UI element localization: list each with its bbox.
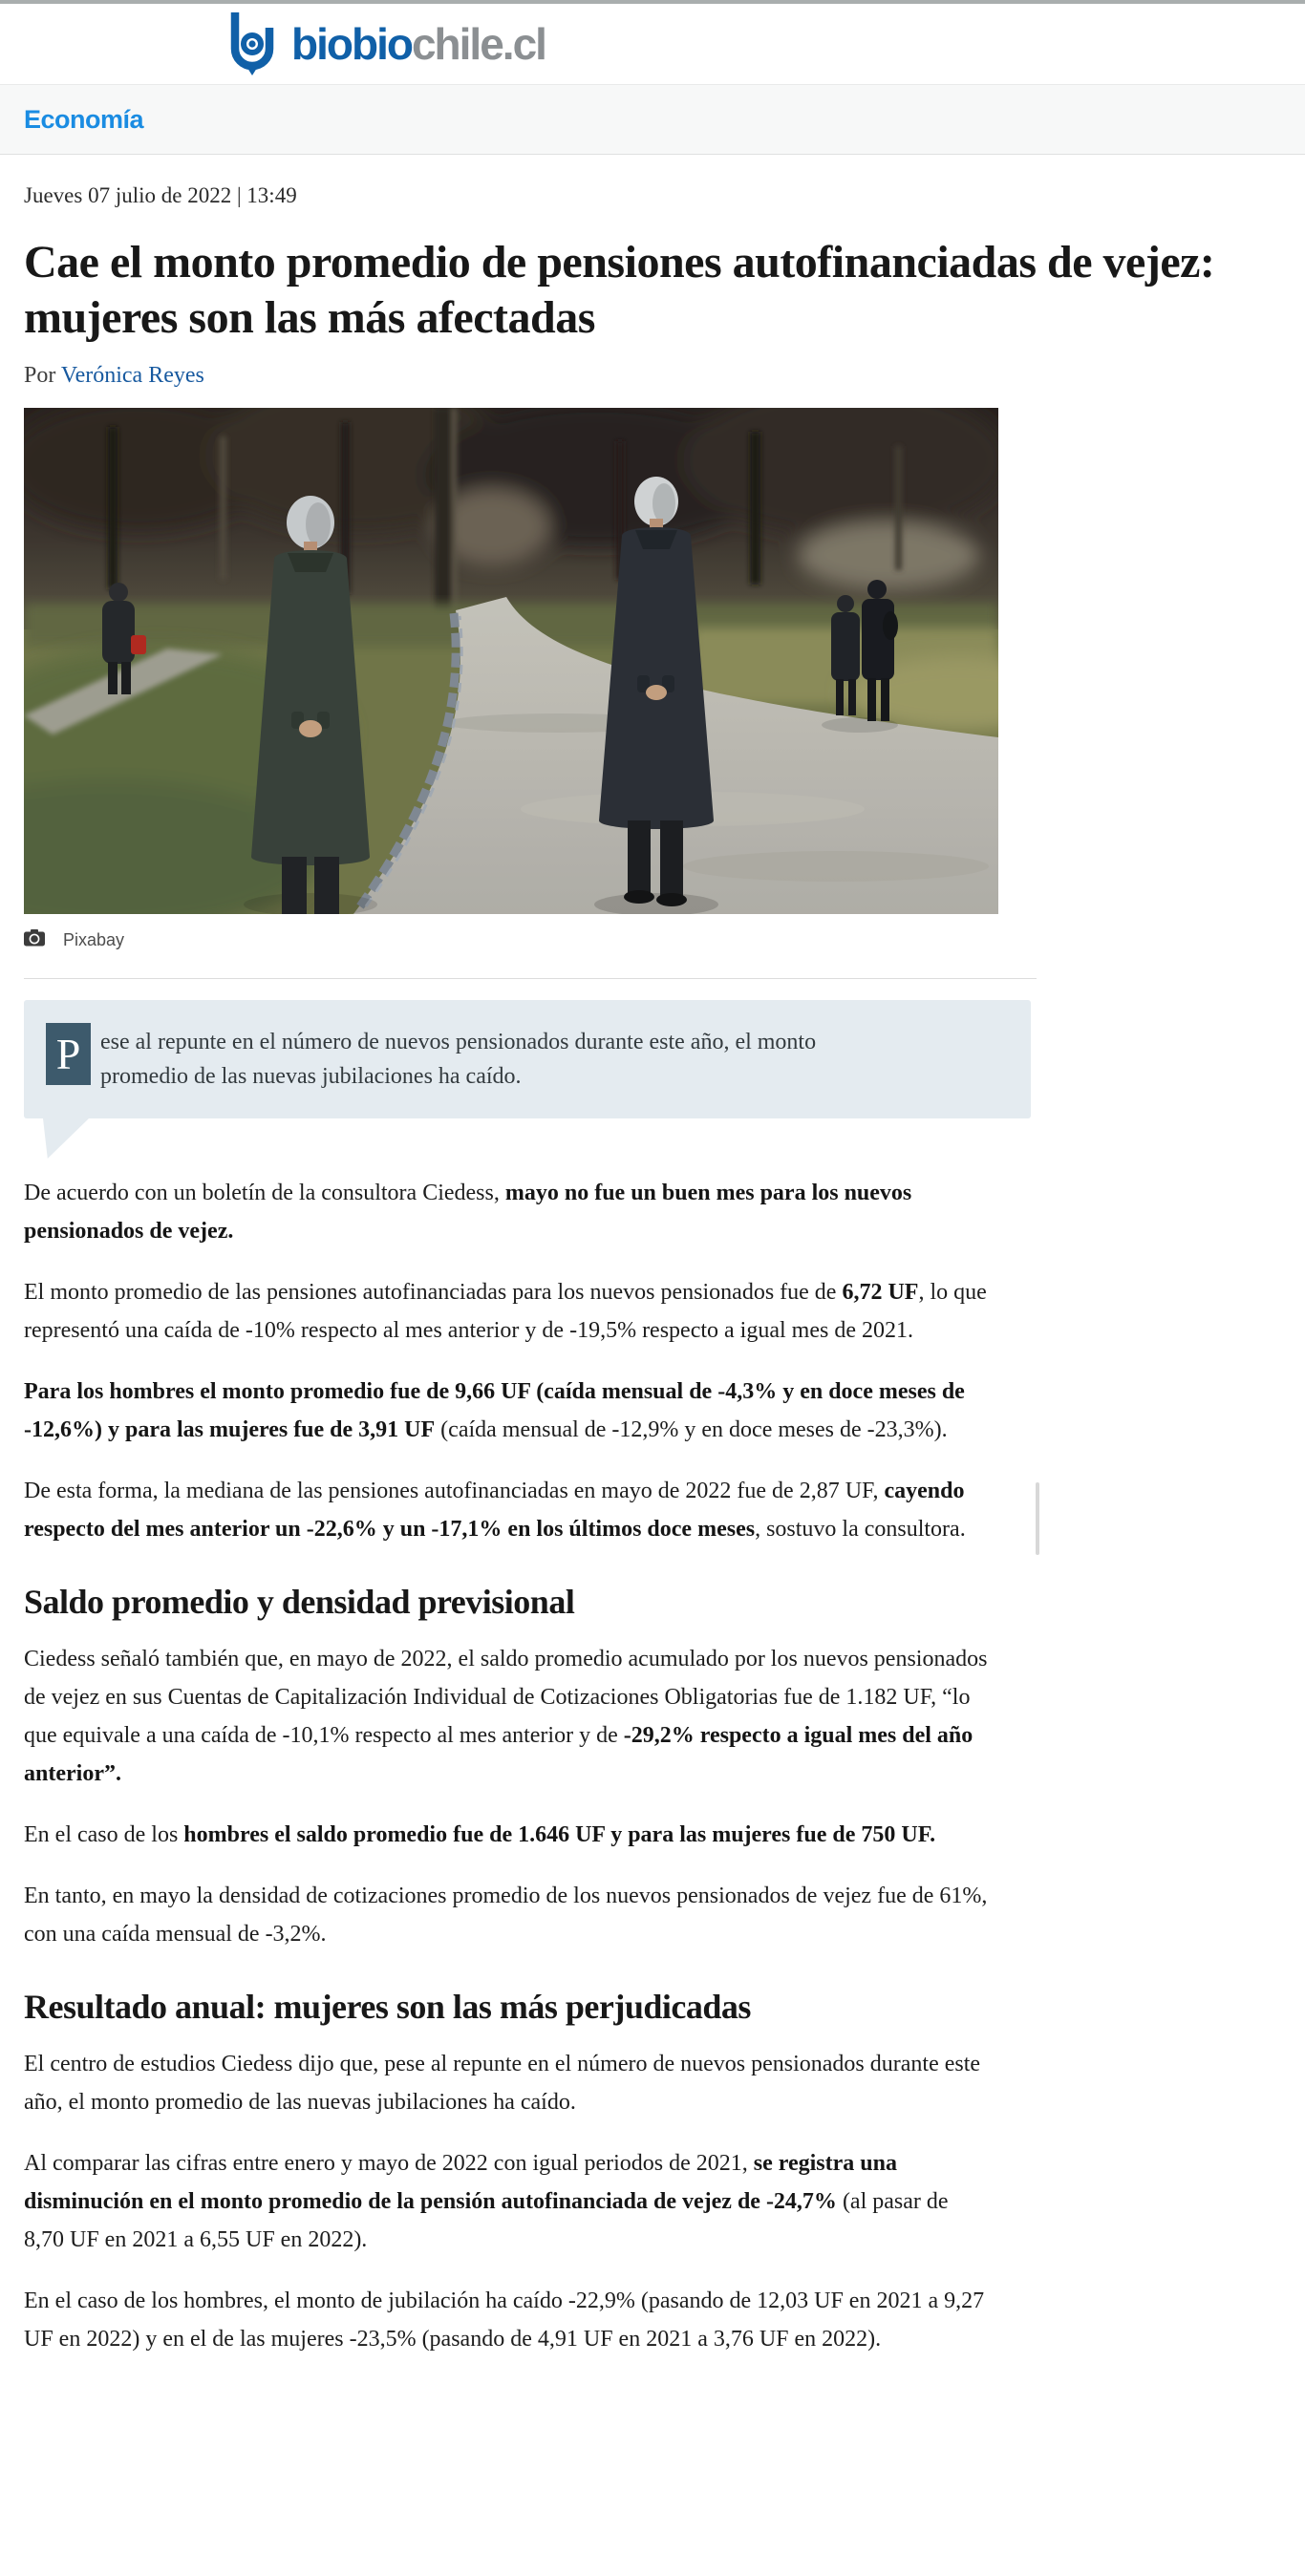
paragraph xyxy=(24,1273,989,1350)
paragraph-text: De esta forma, la mediana de las pensiones autofinanciadas en mayo de 2022 fue de 2,87 UF, xyxy=(24,1479,885,1503)
author-link[interactable]: Verónica Reyes xyxy=(60,363,204,388)
paragraph xyxy=(24,1174,989,1250)
paragraph-text: El monto promedio de las pensiones autofinanciadas para los nuevos pensionados fue de xyxy=(24,1280,843,1305)
paragraph xyxy=(24,2282,989,2358)
paragraph xyxy=(24,1816,989,1854)
biobio-b-icon xyxy=(226,9,278,80)
logo-text-chilecl: chile.cl xyxy=(411,19,546,69)
camera-icon xyxy=(24,929,46,951)
paragraph-text: El centro de estudios Ciedess dijo que, pese al repunte en el número de nuevos pensionados durante este año, el monto promedio de las nuevas jubilaciones ha caído. xyxy=(24,2052,981,2115)
paragraph-text: (al pasar de 8,70 UF en 2021 a 6,55 UF en 2022). xyxy=(24,2189,949,2252)
paragraph-text: De acuerdo con un boletín de la consultora Ciedess, xyxy=(24,1181,505,1205)
scrollbar-thumb[interactable] xyxy=(1036,1482,1039,1555)
paragraph-text-bold: mayo no fue un buen mes para los nuevos pensionados de vejez. xyxy=(24,1181,912,1244)
paragraph-text: Ciedess señaló también que, en mayo de 2022, el saldo promedio acumulado por los nuevos pensionados de vejez en sus Cuentas de Capitalización Individual de Cotizaciones Obligatorias fue de 1.182 UF, “lo que equivale a una caída de -10,1% respecto al mes anterior y de xyxy=(24,1647,988,1748)
article-photo xyxy=(24,408,998,914)
photo-caption-row xyxy=(24,929,1281,951)
paragraph-text: , lo que representó una caída de -10% respecto al mes anterior y de -19,5% respecto a igual mes de 2021. xyxy=(24,1280,987,1343)
article-title: Cae el monto promedio de pensiones autofinanciadas de vejez: mujeres son las más afectadas xyxy=(24,237,1215,343)
site-header xyxy=(0,4,1305,84)
category-band xyxy=(0,84,1305,155)
paragraph-text: En tanto, en mayo la densidad de cotizaciones promedio de los nuevos pensionados de vejez fue de 61%, con una caída mensual de -3,2%. xyxy=(24,1884,988,1947)
paragraph xyxy=(24,1640,989,1793)
photo-credit: Pixabay xyxy=(63,930,125,949)
paragraph-text: En el caso de los xyxy=(24,1822,184,1847)
paragraph xyxy=(24,1472,989,1548)
paragraph-text-bold: hombres el saldo promedio fue de 1.646 UF y para las mujeres fue de 750 UF. xyxy=(183,1822,936,1847)
quote-text: ese al repunte en el número de nuevos pensionados durante este año, el monto promedio de las nuevas jubilaciones ha caído. xyxy=(100,1030,817,1089)
article-date: Jueves 07 julio de 2022 | 13:49 xyxy=(24,183,297,207)
paragraph-text-bold: -29,2% respecto a igual mes del año anterior”. xyxy=(24,1723,973,1786)
paragraph-text: (caída mensual de -12,9% y en doce meses de -23,3%). xyxy=(435,1417,948,1442)
biobiochile-logo[interactable] xyxy=(226,9,546,80)
quote-dropcap: P xyxy=(46,1023,91,1085)
paragraph xyxy=(24,2144,989,2259)
logo-text-biobio: biobio xyxy=(291,19,412,69)
article xyxy=(0,183,1305,2358)
paragraph-text-bold: 6,72 UF xyxy=(842,1280,919,1305)
paragraph-text-bold: cayendo respecto del mes anterior un -22,6% y un -17,1% en los últimos doce meses xyxy=(24,1479,965,1542)
logo-wordmark xyxy=(291,19,546,69)
lead-quote-box xyxy=(24,1000,1031,1118)
quote-tail xyxy=(43,1118,89,1159)
paragraph xyxy=(24,1373,989,1449)
section-heading-resultado: Resultado anual: mujeres son las más perjudicadas xyxy=(24,1988,751,2026)
byline xyxy=(24,363,1281,389)
category-link-economia[interactable]: Economía xyxy=(24,104,144,134)
byline-prefix: Por xyxy=(24,363,61,388)
paragraph-text-bold: se registra una disminución en el monto promedio de la pensión autofinanciada de vejez de -24,7% xyxy=(24,2151,897,2214)
caption-divider xyxy=(24,978,1037,979)
paragraph xyxy=(24,2045,989,2121)
lead-quote xyxy=(24,1000,1031,1118)
paragraph xyxy=(24,1877,989,1953)
paragraph-text: En el caso de los hombres, el monto de jubilación ha caído -22,9% (pasando de 12,03 UF en 2021 a 9,27 UF en 2022) y en el de las mujeres -23,5% (pasando de 4,91 UF en 2021 a 3,76 UF en 2022). xyxy=(24,2289,985,2352)
paragraph-text-bold: Para los hombres el monto promedio fue de 9,66 UF (caída mensual de -4,3% y en doce meses de -12,6%) y para las mujeres fue de 3,91 UF xyxy=(24,1379,965,1442)
section-heading-saldo: Saldo promedio y densidad previsional xyxy=(24,1583,575,1621)
paragraph-text: Al comparar las cifras entre enero y mayo de 2022 con igual periodos de 2021, xyxy=(24,2151,754,2176)
paragraph-text: , sostuvo la consultora. xyxy=(755,1517,966,1542)
